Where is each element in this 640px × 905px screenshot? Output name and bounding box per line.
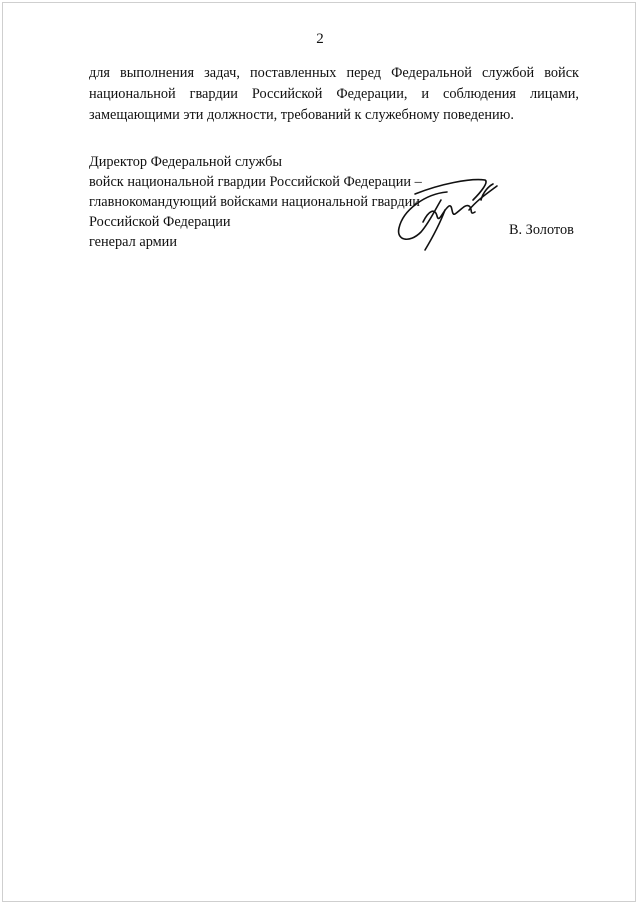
- signatory-line-1: Директор Федеральной службы: [89, 154, 282, 170]
- signatory-position: [89, 152, 422, 252]
- signer-name: В. Золотов: [509, 222, 574, 238]
- signatory-line-3: главнокомандующий войсками национальной гвардии: [89, 194, 420, 210]
- signatory-line-4: Российской Федерации: [89, 214, 231, 230]
- page-number: 2: [316, 31, 324, 47]
- signatory-line-2: войск национальной гвардии Российской Федерации –: [89, 174, 422, 190]
- page-border: [2, 2, 636, 902]
- body-paragraph: для выполнения задач, поставленных перед Федеральной службой войск национальной гвардии Российской Федерации, и соблюдения лицами, замещающими эти должности, требований к служебному поведению.: [89, 65, 579, 123]
- signatory-line-5: генерал армии: [89, 234, 177, 250]
- handwritten-signature: [385, 170, 505, 255]
